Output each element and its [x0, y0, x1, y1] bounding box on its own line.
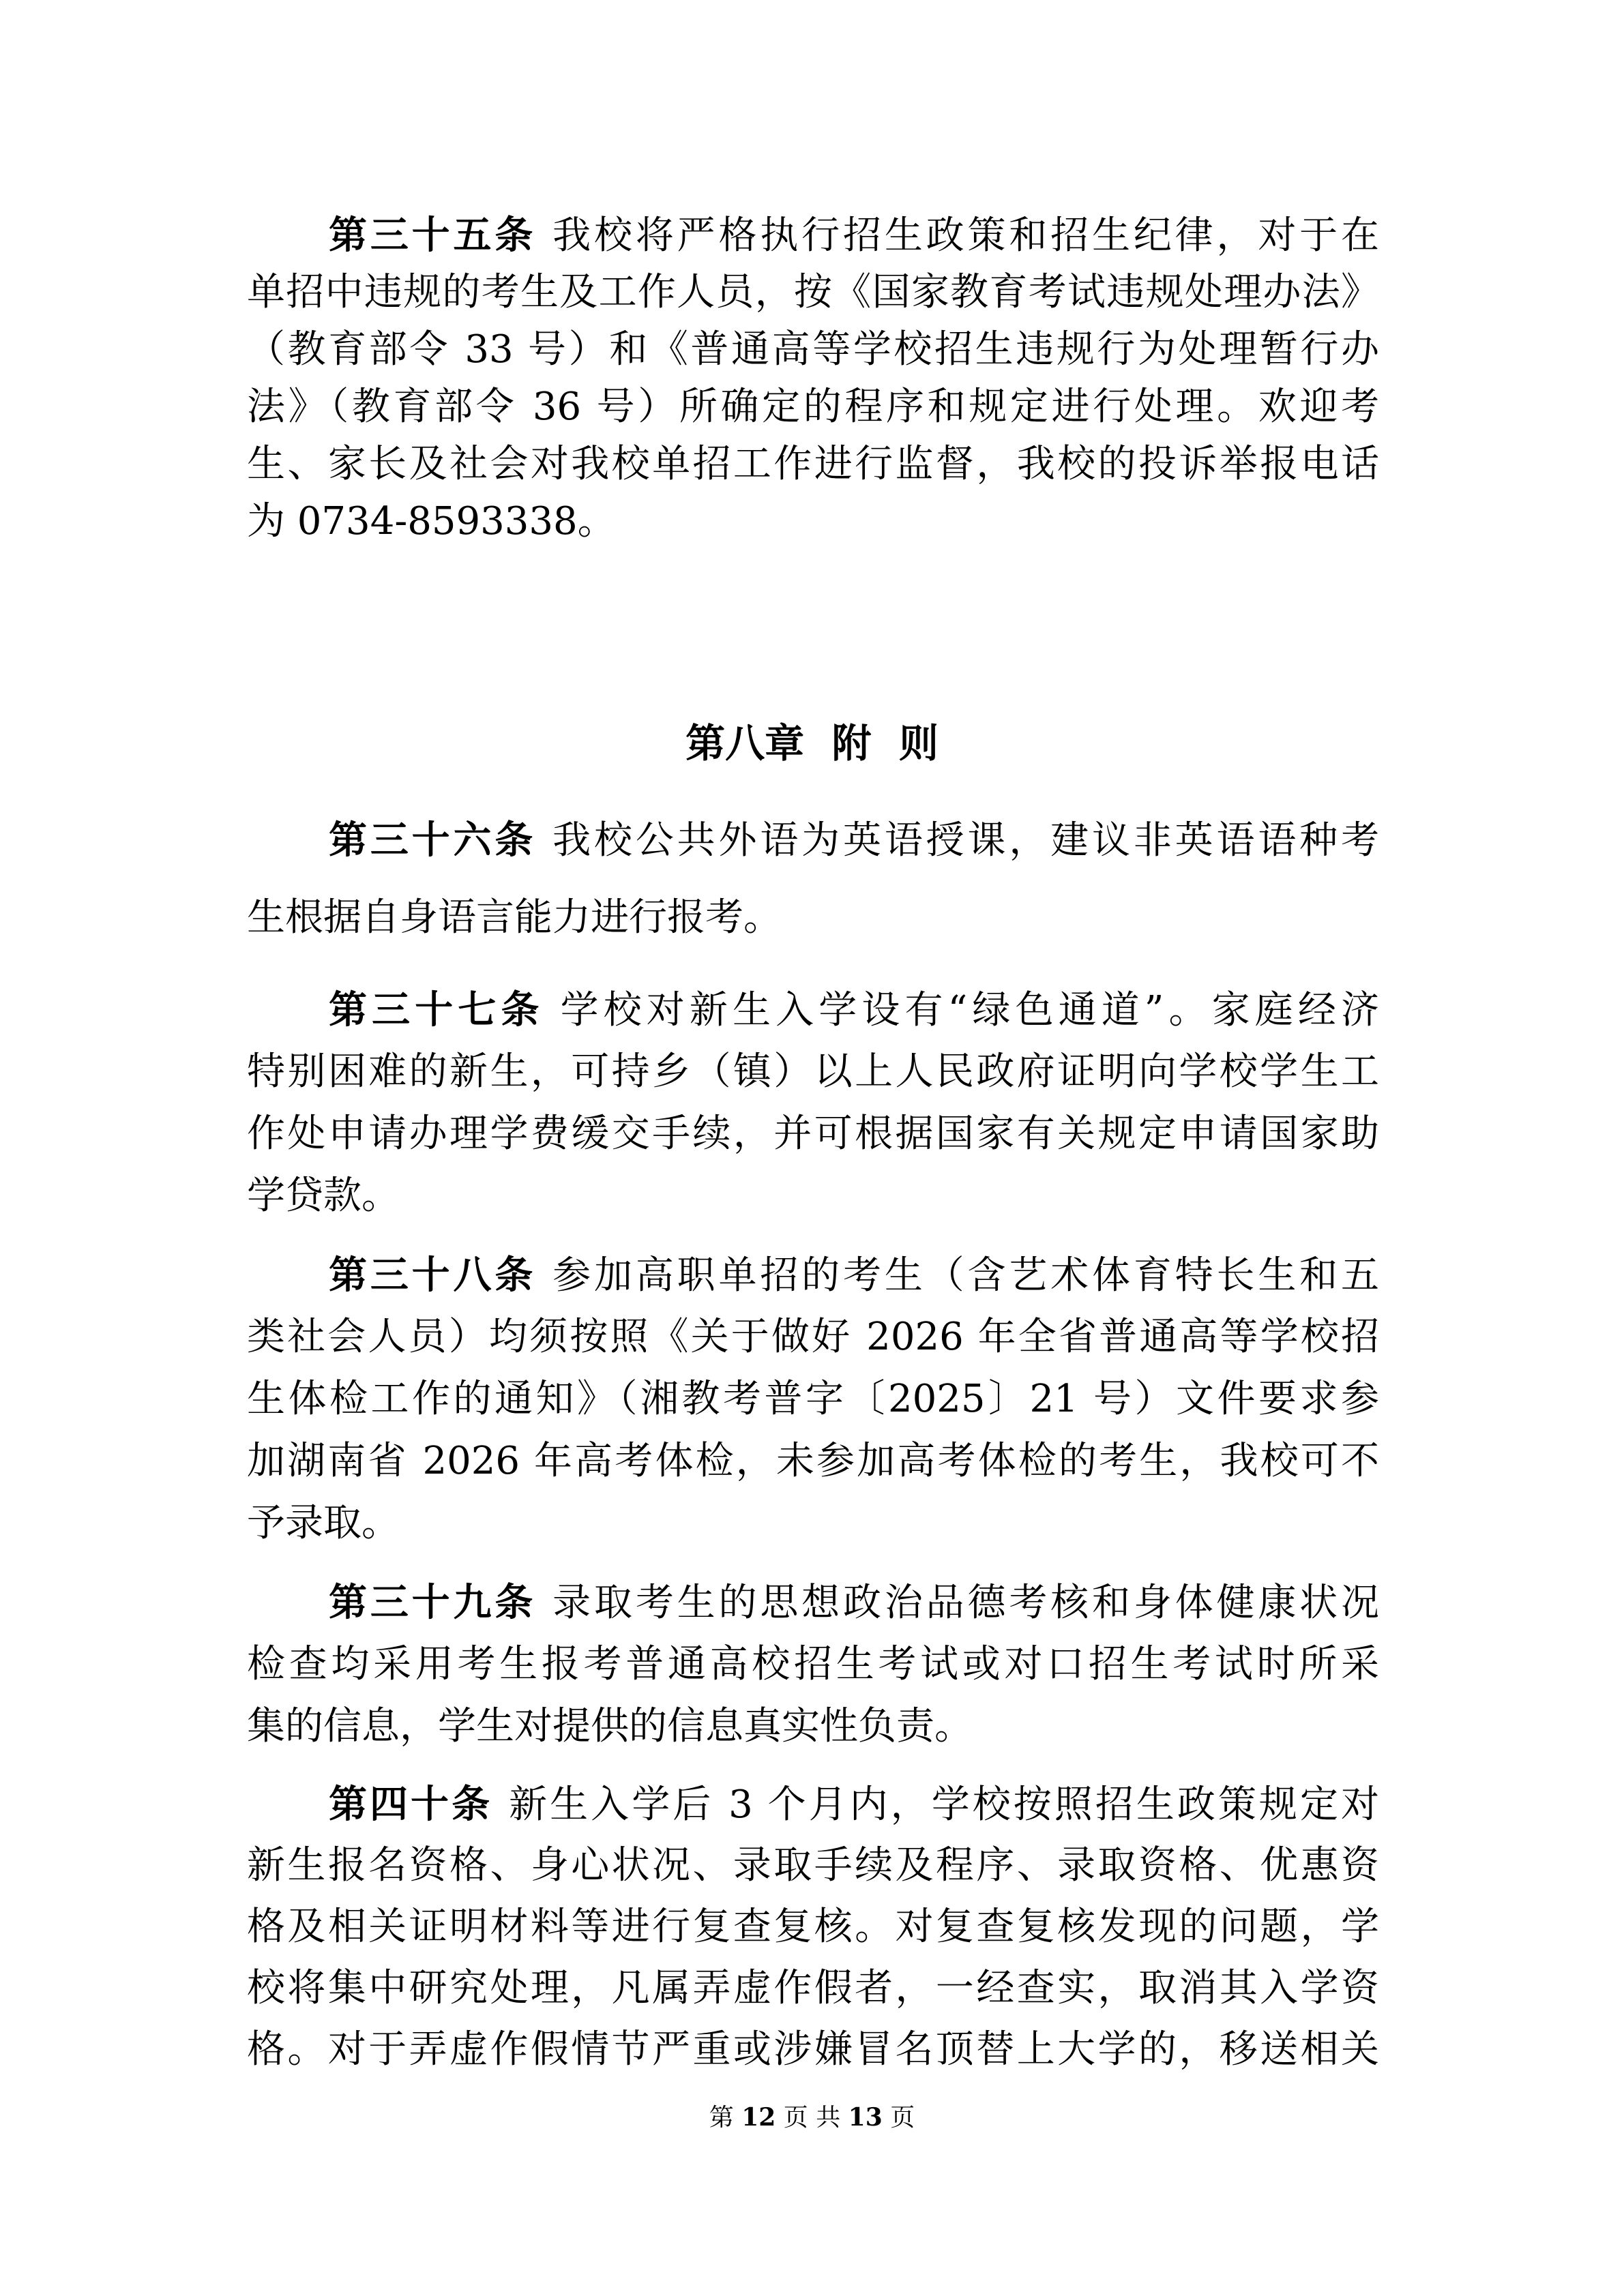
footer-suffix: 页	[882, 2104, 915, 2132]
article-40-line-4: 校将集中研究处理，凡属弄虚作假者，一经查实，取消其入学资	[247, 1966, 1379, 2010]
article-35-line-2: 单招中违规的考生及工作人员，按《国家教育考试违规处理办法》	[247, 270, 1379, 314]
article-35-line-6: 为 0734-8593338。	[247, 499, 616, 543]
article-35-line-1	[329, 208, 1379, 263]
article-40-line-1	[329, 1777, 1379, 1832]
article-39-text-1: 录取考生的思想政治品德考核和身体健康状况	[552, 1581, 1380, 1625]
article-39-title: 第三十九条	[329, 1580, 537, 1625]
article-35-line-5: 生、家长及社会对我校单招工作进行监督，我校的投诉举报电话	[247, 442, 1379, 486]
article-35-line-3: （教育部令 33 号）和《普通高等学校招生违规行为处理暂行办	[247, 327, 1379, 372]
article-37-line-4: 学贷款。	[247, 1174, 400, 1218]
article-40-text-1: 新生入学后 3 个月内，学校按照招生政策规定对	[509, 1783, 1379, 1827]
article-38-line-5: 予录取。	[247, 1501, 400, 1545]
article-36-line-1	[329, 813, 1379, 867]
article-38-line-3: 生体检工作的通知》（湘教考普字〔2025〕21 号）文件要求参	[247, 1377, 1379, 1421]
article-35-text-1: 我校将严格执行招生政策和招生纪律，对于在	[552, 213, 1380, 258]
article-38-title: 第三十八条	[329, 1253, 537, 1298]
article-39-line-1	[329, 1575, 1379, 1630]
total-page-number: 13	[848, 2103, 883, 2132]
current-page-number: 12	[741, 2103, 776, 2132]
chapter-heading: 第八章 附 则	[685, 720, 939, 766]
footer-middle: 页 共	[776, 2104, 848, 2132]
article-40-line-5: 格。对于弄虚作假情节严重或涉嫌冒名顶替上大学的，移送相关	[247, 2027, 1379, 2072]
article-38-line-4: 加湖南省 2026 年高考体检，未参加高考体检的考生，我校可不	[247, 1439, 1379, 1483]
article-38-line-2: 类社会人员）均须按照《关于做好 2026 年全省普通高等学校招	[247, 1315, 1379, 1359]
article-35-title: 第三十五条	[329, 213, 537, 258]
article-37-text-1: 学校对新生入学设有“绿色通道”。家庭经济	[560, 988, 1380, 1032]
article-36-text-1: 我校公共外语为英语授课，建议非英语语种考	[552, 818, 1380, 863]
article-38-line-1	[329, 1248, 1379, 1302]
article-37-line-1	[329, 983, 1379, 1037]
article-39-line-2: 检查均采用考生报考普通高校招生考试或对口招生考试时所采	[247, 1642, 1379, 1686]
footer-prefix: 第	[709, 2104, 742, 2132]
article-36-title: 第三十六条	[329, 818, 537, 863]
article-40-line-3: 格及相关证明材料等进行复查复核。对复查复核发现的问题，学	[247, 1905, 1379, 1949]
article-36-line-2: 生根据自身语言能力进行报考。	[247, 895, 782, 940]
page-footer	[0, 2100, 1624, 2135]
article-38-text-1: 参加高职单招的考生（含艺术体育特长生和五	[552, 1253, 1380, 1298]
article-35-line-4: 法》（教育部令 36 号）所确定的程序和规定进行处理。欢迎考	[247, 385, 1379, 429]
article-40-line-2: 新生报名资格、身心状况、录取手续及程序、录取资格、优惠资	[247, 1843, 1379, 1888]
article-40-title: 第四十条	[329, 1782, 493, 1827]
article-39-line-3: 集的信息，学生对提供的信息真实性负责。	[247, 1704, 973, 1748]
article-37-line-2: 特别困难的新生，可持乡（镇）以上人民政府证明向学校学生工	[247, 1049, 1379, 1094]
article-37-title: 第三十七条	[329, 987, 544, 1032]
article-37-line-3: 作处申请办理学费缓交手续，并可根据国家有关规定申请国家助	[247, 1112, 1379, 1156]
